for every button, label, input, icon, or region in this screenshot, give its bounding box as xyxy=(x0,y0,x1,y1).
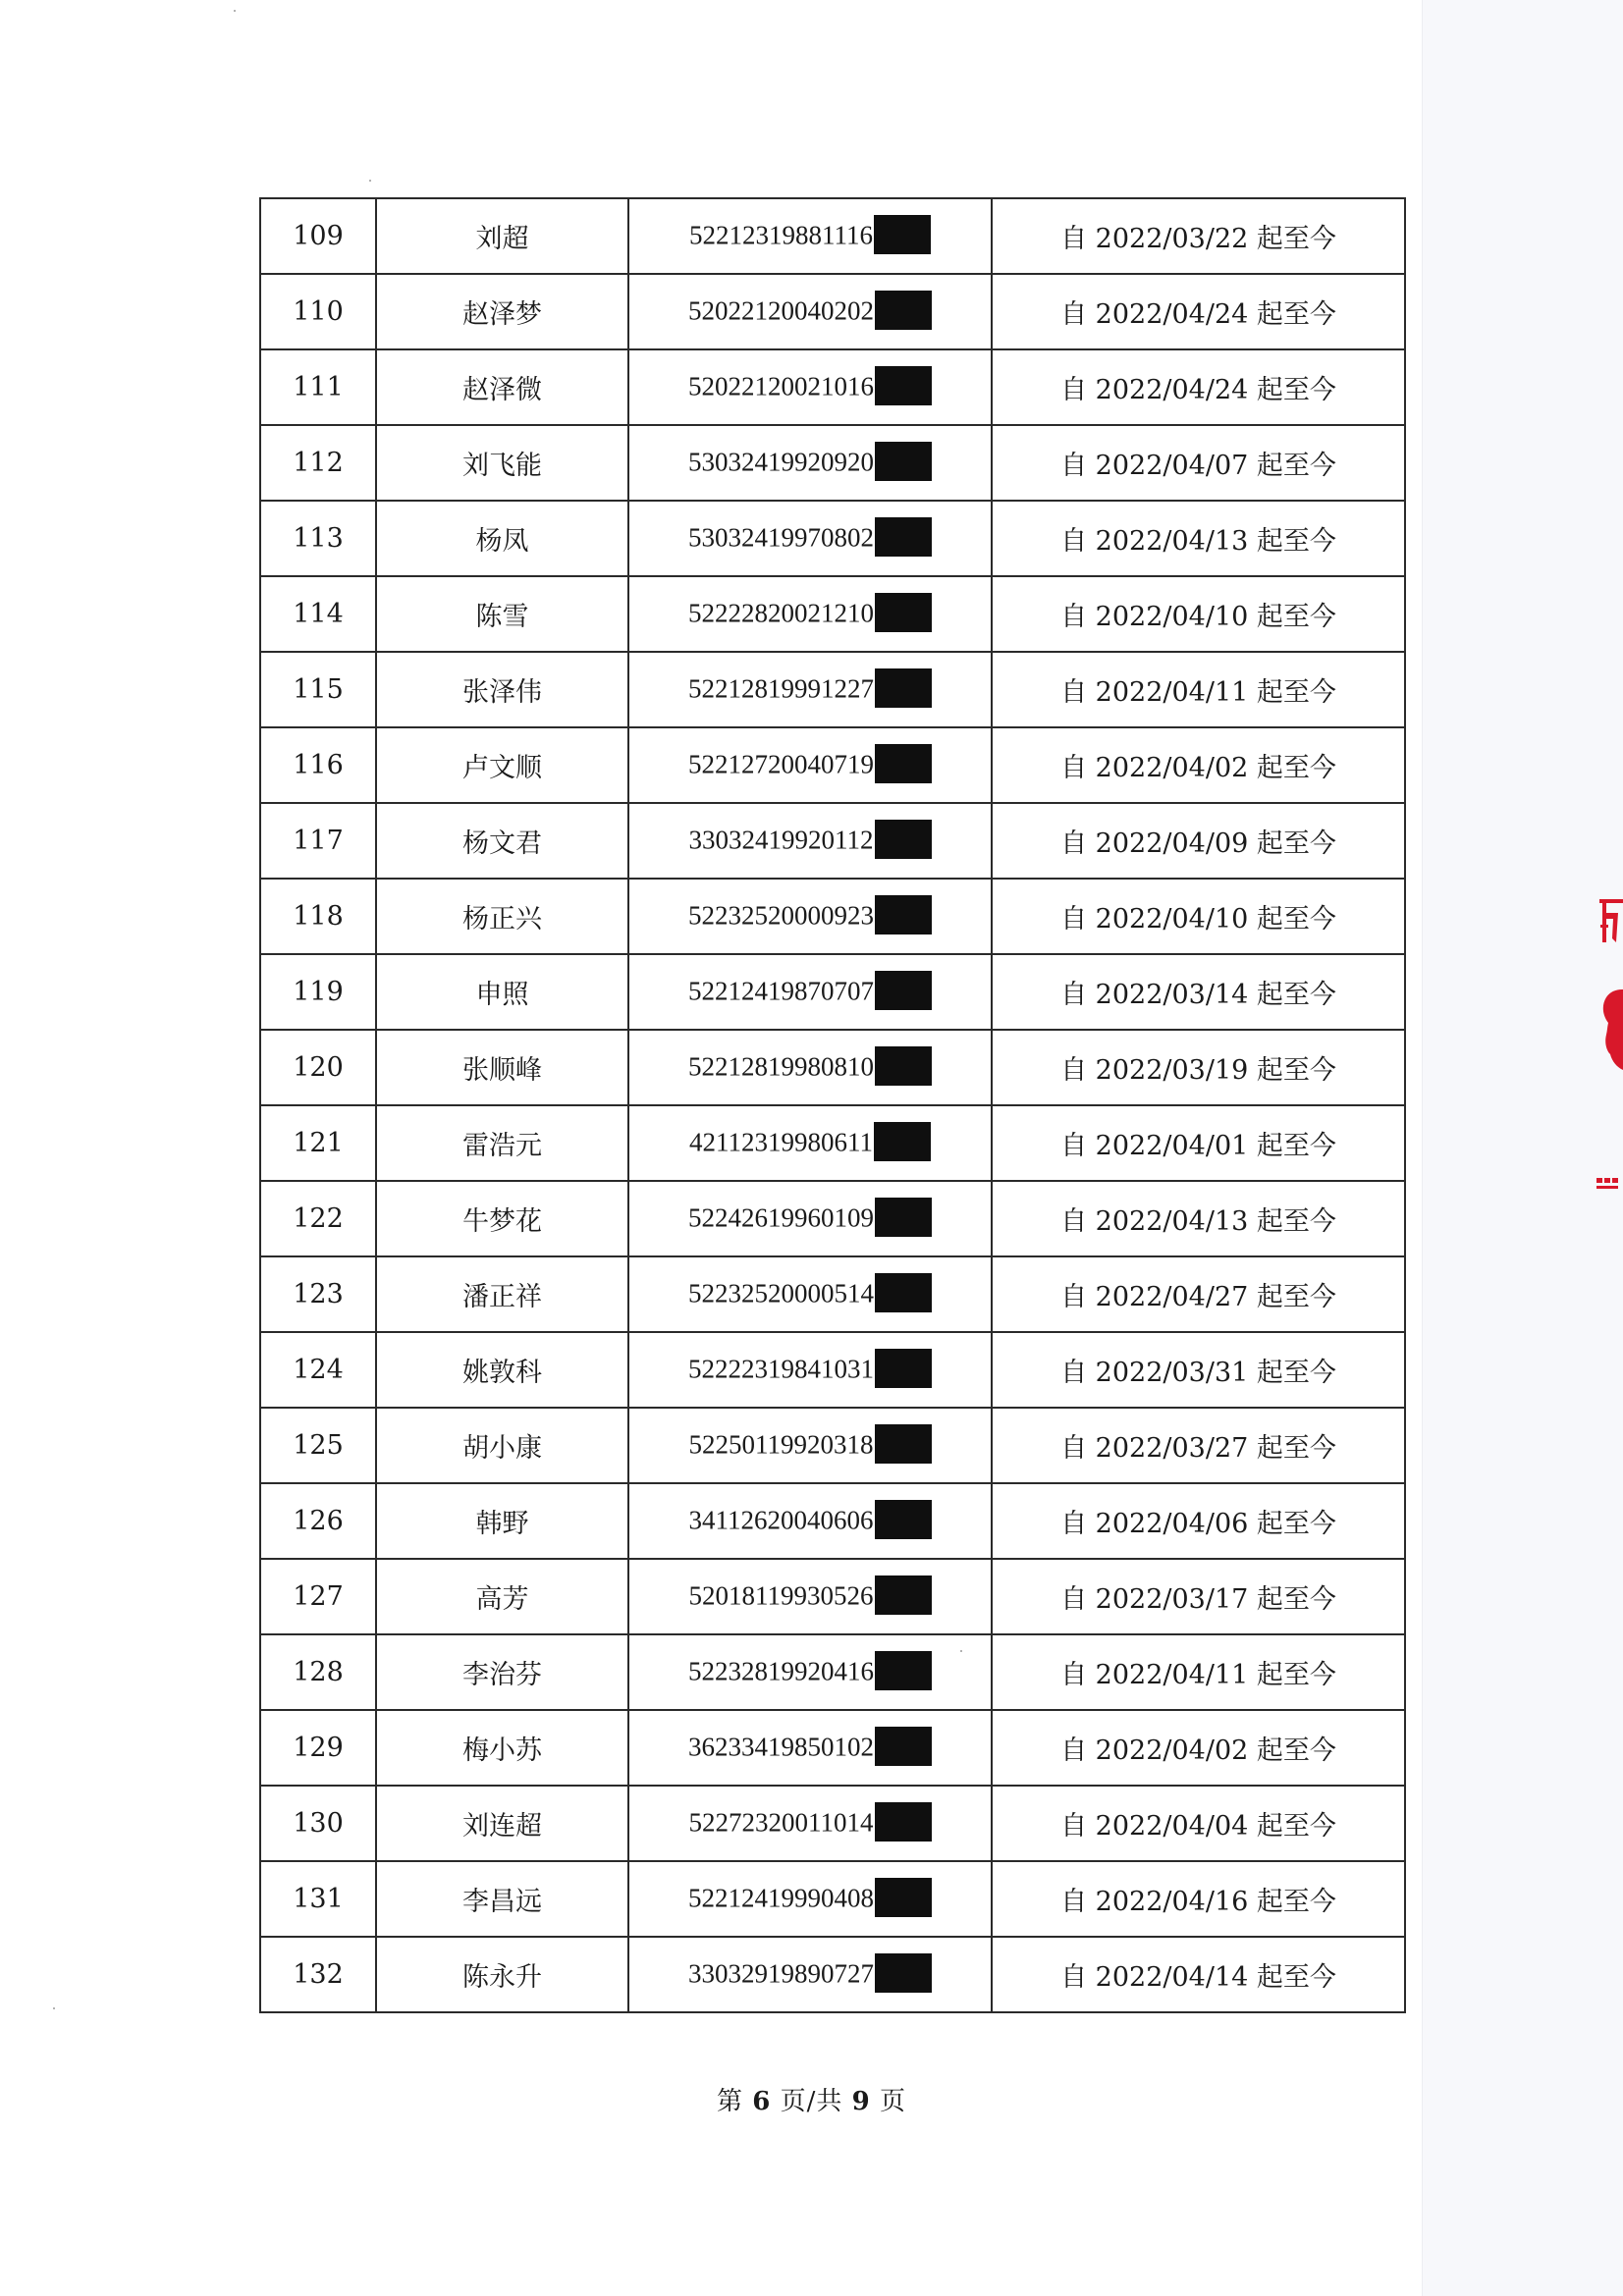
employment-period: 自 2022/04/04 起至今 xyxy=(992,1786,1405,1861)
id-number-cell xyxy=(628,1483,992,1559)
person-name: 陈永升 xyxy=(376,1937,628,2012)
table-row xyxy=(260,803,1405,879)
employment-period: 自 2022/03/17 起至今 xyxy=(992,1559,1405,1634)
table-row xyxy=(260,727,1405,803)
redaction-block xyxy=(875,517,932,557)
table-row xyxy=(260,954,1405,1030)
row-number: 125 xyxy=(260,1408,376,1483)
person-name: 牛梦花 xyxy=(376,1181,628,1256)
id-number: 52232819920416 xyxy=(688,1656,874,1685)
id-number: 52222319841031 xyxy=(688,1354,874,1383)
redaction-block xyxy=(875,820,932,859)
employment-period: 自 2022/03/31 起至今 xyxy=(992,1332,1405,1408)
table-row xyxy=(260,1861,1405,1937)
employment-period: 自 2022/04/24 起至今 xyxy=(992,274,1405,349)
redaction-block xyxy=(875,1575,932,1615)
table-row xyxy=(260,652,1405,727)
employment-period: 自 2022/04/11 起至今 xyxy=(992,1634,1405,1710)
id-number-cell xyxy=(628,1181,992,1256)
id-number: 52222820021210 xyxy=(688,598,874,627)
id-number-cell xyxy=(628,1408,992,1483)
employment-period: 自 2022/04/10 起至今 xyxy=(992,879,1405,954)
person-name: 杨凤 xyxy=(376,501,628,576)
id-number: 52242619960109 xyxy=(688,1202,874,1232)
id-number-cell xyxy=(628,1030,992,1105)
table-row xyxy=(260,1105,1405,1181)
row-number: 118 xyxy=(260,879,376,954)
id-number: 52212819980810 xyxy=(688,1051,874,1081)
row-number: 123 xyxy=(260,1256,376,1332)
table-row xyxy=(260,1256,1405,1332)
row-number: 117 xyxy=(260,803,376,879)
person-name: 张顺峰 xyxy=(376,1030,628,1105)
id-number-cell xyxy=(628,425,992,501)
table-row xyxy=(260,501,1405,576)
row-number: 110 xyxy=(260,274,376,349)
person-name: 李治芬 xyxy=(376,1634,628,1710)
id-number: 42112319980611 xyxy=(689,1127,873,1156)
footer-prefix: 第 xyxy=(716,2087,743,2116)
redaction-block xyxy=(874,215,931,254)
person-name: 高芳 xyxy=(376,1559,628,1634)
person-name: 刘超 xyxy=(376,198,628,274)
row-number: 109 xyxy=(260,198,376,274)
row-number: 111 xyxy=(260,349,376,425)
employment-period: 自 2022/03/19 起至今 xyxy=(992,1030,1405,1105)
row-number: 130 xyxy=(260,1786,376,1861)
person-name: 张泽伟 xyxy=(376,652,628,727)
id-number-cell xyxy=(628,954,992,1030)
id-number: 36233419850102 xyxy=(688,1732,874,1761)
person-name: 杨文君 xyxy=(376,803,628,879)
row-number: 122 xyxy=(260,1181,376,1256)
row-number: 131 xyxy=(260,1861,376,1937)
id-number-cell xyxy=(628,803,992,879)
id-number-cell xyxy=(628,1710,992,1786)
red-seal-fragment xyxy=(1583,895,1623,1209)
person-name: 陈雪 xyxy=(376,576,628,652)
row-number: 128 xyxy=(260,1634,376,1710)
table-row xyxy=(260,1483,1405,1559)
employment-period: 自 2022/04/14 起至今 xyxy=(992,1937,1405,2012)
redaction-block xyxy=(875,1651,932,1690)
scan-speck xyxy=(960,1650,962,1652)
id-number: 52272320011014 xyxy=(688,1807,874,1837)
redaction-block xyxy=(875,1953,932,1993)
person-name: 潘正祥 xyxy=(376,1256,628,1332)
employment-period: 自 2022/03/27 起至今 xyxy=(992,1408,1405,1483)
person-name: 雷浩元 xyxy=(376,1105,628,1181)
redaction-block xyxy=(875,971,932,1010)
id-number: 34112620040606 xyxy=(688,1505,874,1534)
id-number: 52212319881116 xyxy=(689,220,873,249)
employment-period: 自 2022/04/16 起至今 xyxy=(992,1861,1405,1937)
redaction-block xyxy=(875,1727,932,1766)
id-number-cell xyxy=(628,1559,992,1634)
employment-period: 自 2022/04/10 起至今 xyxy=(992,576,1405,652)
person-name: 刘飞能 xyxy=(376,425,628,501)
id-number-cell xyxy=(628,349,992,425)
redaction-block xyxy=(875,744,932,783)
row-number: 121 xyxy=(260,1105,376,1181)
employment-period: 自 2022/04/13 起至今 xyxy=(992,1181,1405,1256)
id-number-cell xyxy=(628,1332,992,1408)
redaction-block xyxy=(875,1878,932,1917)
scan-speck xyxy=(369,180,371,182)
page-footer xyxy=(0,2081,1623,2117)
table-row xyxy=(260,198,1405,274)
id-number: 53032419970802 xyxy=(688,522,874,552)
row-number: 113 xyxy=(260,501,376,576)
id-number-cell xyxy=(628,879,992,954)
row-number: 124 xyxy=(260,1332,376,1408)
redaction-block xyxy=(875,442,932,481)
row-number: 116 xyxy=(260,727,376,803)
table-row xyxy=(260,1332,1405,1408)
id-number: 52212419870707 xyxy=(688,976,874,1005)
id-number: 52212720040719 xyxy=(688,749,874,778)
table-body xyxy=(260,198,1405,2012)
table-row xyxy=(260,349,1405,425)
employment-period: 自 2022/04/09 起至今 xyxy=(992,803,1405,879)
employment-period: 自 2022/04/06 起至今 xyxy=(992,1483,1405,1559)
redaction-block xyxy=(875,1198,932,1237)
footer-suffix: 页 xyxy=(880,2087,907,2116)
row-number: 112 xyxy=(260,425,376,501)
id-number: 52212819991227 xyxy=(688,673,874,703)
id-number-cell xyxy=(628,1937,992,2012)
employment-period: 自 2022/04/02 起至今 xyxy=(992,727,1405,803)
row-number: 119 xyxy=(260,954,376,1030)
row-number: 129 xyxy=(260,1710,376,1786)
redaction-block xyxy=(875,291,932,330)
id-number-cell xyxy=(628,1256,992,1332)
employment-period: 自 2022/04/13 起至今 xyxy=(992,501,1405,576)
row-number: 115 xyxy=(260,652,376,727)
personnel-table xyxy=(259,197,1406,2013)
id-number: 33032419920112 xyxy=(688,825,874,854)
id-number: 52212419990408 xyxy=(688,1883,874,1912)
table-row xyxy=(260,425,1405,501)
id-number: 52250119920318 xyxy=(688,1429,874,1459)
id-number: 52232520000923 xyxy=(688,900,874,930)
person-name: 梅小苏 xyxy=(376,1710,628,1786)
employment-period: 自 2022/04/11 起至今 xyxy=(992,652,1405,727)
employment-period: 自 2022/04/02 起至今 xyxy=(992,1710,1405,1786)
id-number-cell xyxy=(628,274,992,349)
row-number: 127 xyxy=(260,1559,376,1634)
table-row xyxy=(260,1181,1405,1256)
id-number-cell xyxy=(628,652,992,727)
redaction-block xyxy=(875,895,932,934)
employment-period: 自 2022/03/14 起至今 xyxy=(992,954,1405,1030)
redaction-block xyxy=(875,1349,932,1388)
id-number: 53032419920920 xyxy=(688,447,874,476)
table-row xyxy=(260,576,1405,652)
row-number: 126 xyxy=(260,1483,376,1559)
id-number: 52232520000514 xyxy=(688,1278,874,1308)
employment-period: 自 2022/04/27 起至今 xyxy=(992,1256,1405,1332)
person-name: 韩野 xyxy=(376,1483,628,1559)
id-number-cell xyxy=(628,501,992,576)
footer-total-pages: 9 xyxy=(851,2087,871,2116)
person-name: 胡小康 xyxy=(376,1408,628,1483)
id-number-cell xyxy=(628,727,992,803)
row-number: 120 xyxy=(260,1030,376,1105)
redaction-block xyxy=(875,593,932,632)
table-row xyxy=(260,1030,1405,1105)
id-number-cell xyxy=(628,1861,992,1937)
footer-middle: 页/共 xyxy=(780,2087,843,2116)
id-number-cell xyxy=(628,198,992,274)
employment-period: 自 2022/04/24 起至今 xyxy=(992,349,1405,425)
id-number-cell xyxy=(628,1105,992,1181)
id-number-cell xyxy=(628,1634,992,1710)
person-name: 刘连超 xyxy=(376,1786,628,1861)
table-row xyxy=(260,1559,1405,1634)
person-name: 卢文顺 xyxy=(376,727,628,803)
id-number-cell xyxy=(628,1786,992,1861)
redaction-block xyxy=(874,1122,931,1161)
id-number: 33032919890727 xyxy=(688,1958,874,1988)
table-row xyxy=(260,1786,1405,1861)
footer-current-page: 6 xyxy=(752,2087,772,2116)
person-name: 姚敦科 xyxy=(376,1332,628,1408)
id-number: 52022120021016 xyxy=(688,371,874,400)
redaction-block xyxy=(875,1500,932,1539)
scan-speck xyxy=(53,2007,55,2009)
person-name: 赵泽梦 xyxy=(376,274,628,349)
table-row xyxy=(260,274,1405,349)
employment-period: 自 2022/03/22 起至今 xyxy=(992,198,1405,274)
person-name: 赵泽微 xyxy=(376,349,628,425)
employment-period: 自 2022/04/07 起至今 xyxy=(992,425,1405,501)
person-name: 李昌远 xyxy=(376,1861,628,1937)
person-name: 申照 xyxy=(376,954,628,1030)
redaction-block xyxy=(875,366,932,405)
id-number-cell xyxy=(628,576,992,652)
redaction-block xyxy=(875,1046,932,1086)
table-row xyxy=(260,1634,1405,1710)
table-row xyxy=(260,1937,1405,2012)
redaction-block xyxy=(875,668,932,708)
redaction-block xyxy=(875,1273,932,1312)
table-row xyxy=(260,879,1405,954)
id-number: 52022120040202 xyxy=(688,295,874,325)
employment-period: 自 2022/04/01 起至今 xyxy=(992,1105,1405,1181)
redaction-block xyxy=(875,1802,932,1842)
redaction-block xyxy=(875,1424,932,1464)
scan-speck xyxy=(234,10,236,12)
row-number: 132 xyxy=(260,1937,376,2012)
id-number: 52018119930526 xyxy=(688,1580,874,1610)
person-name: 杨正兴 xyxy=(376,879,628,954)
table-row xyxy=(260,1408,1405,1483)
row-number: 114 xyxy=(260,576,376,652)
table-row xyxy=(260,1710,1405,1786)
